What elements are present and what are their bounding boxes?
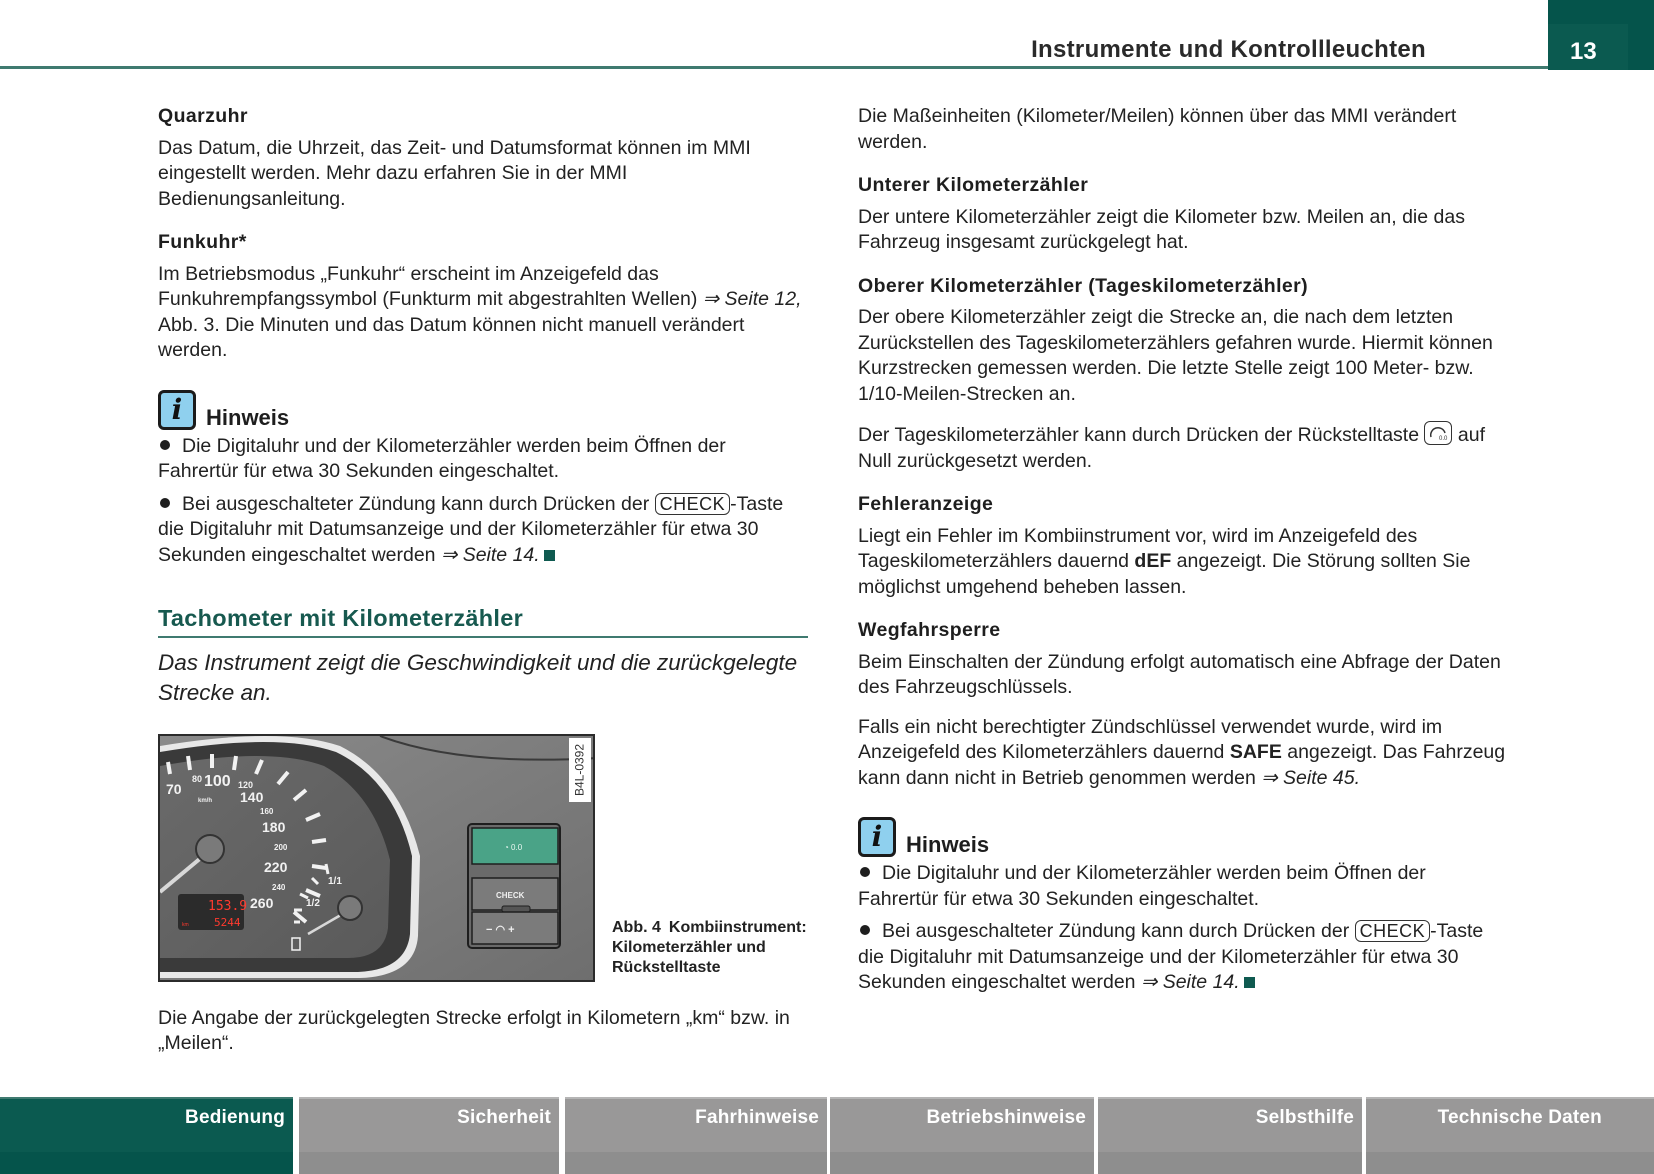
bullet-text: Die Digitaluhr und der Kilometerzähler werden beim Öffnen der Fahrertür für etwa 30 Sekunden eingeschaltet. (158, 434, 726, 482)
svg-text:1/1: 1/1 (328, 875, 342, 887)
end-of-section-icon (544, 550, 555, 561)
link-seite-14[interactable]: ⇒ Seite 14. (1140, 971, 1240, 993)
svg-text:120: 120 (238, 779, 254, 790)
section-title: Tachometer mit Kilometerzähler (158, 606, 808, 638)
hinweis-box-left (158, 390, 808, 569)
wegfahrsperre-text-after: angezeigt. Das Fahrzeug kann dann nicht in Betrieb genommen werden (858, 741, 1506, 789)
hinweis-box-right (858, 817, 1508, 996)
odometer-display: 5244 (214, 915, 241, 929)
hinweis-title: Hinweis (206, 404, 290, 430)
figure-caption-text: Kombiinstrument: Kilometerzähler und Rückstelltaste (612, 918, 807, 976)
text-reset (858, 421, 1508, 474)
bullet-text-before: Bei ausgeschalteter Zündung kann durch Drücken der (882, 920, 1355, 942)
tab-shade (1366, 1152, 1654, 1174)
heading-oberer: Oberer Kilometerzähler (Tageskilometerzähler) (858, 274, 1309, 297)
instrument-cluster-illustration (160, 736, 595, 982)
bullet-icon (860, 867, 870, 877)
tab-shade (1098, 1152, 1362, 1174)
adjust-button-graphic (472, 912, 558, 944)
svg-text:100: 100 (204, 772, 231, 790)
svg-text:1/2: 1/2 (306, 897, 320, 909)
nav-tab-betriebshinweise[interactable] (830, 1097, 1094, 1174)
end-of-section-icon (1244, 977, 1255, 988)
bullet-text-after: -Taste die Digitaluhr mit Datumsanzeige und der Kilometerzähler für etwa 30 Sekunden eingeschaltet werden (858, 920, 1484, 993)
text-fehleranzeige (858, 524, 1508, 601)
hinweis-bullet (858, 919, 1508, 996)
hinweis-bullet (858, 861, 1508, 912)
tab-shade (565, 1152, 827, 1174)
svg-text:180: 180 (262, 818, 286, 835)
hinweis-bullet (158, 492, 808, 569)
nav-tab-fahrhinweise[interactable] (565, 1097, 827, 1174)
nav-tab-label: Sicherheit (457, 1107, 551, 1128)
text-wegfahrsperre-1: Beim Einschalten der Zündung erfolgt automatisch eine Abfrage der Daten des Fahrzeugschlüssels. (858, 650, 1501, 698)
hinweis-title: Hinweis (906, 832, 990, 857)
page-number-tab (1548, 0, 1654, 70)
bullet-text-before: Bei ausgeschalteter Zündung kann durch Drücken der (182, 492, 655, 515)
fehler-text-after: angezeigt. Die Störung sollten Sie möglichst umgehend beheben lassen. (858, 550, 1471, 598)
check-key-symbol: CHECK (1355, 920, 1431, 942)
svg-text:260: 260 (250, 894, 274, 911)
text-quarzuhr: Das Datum, die Uhrzeit, das Zeit- und Datumsformat können im MMI eingestellt werden. Mehr dazu erfahren Sie in der MMI Bedienungsanleitung. (158, 136, 751, 210)
nav-tab-selbsthilfe[interactable] (1098, 1097, 1362, 1174)
svg-text:220: 220 (264, 858, 288, 875)
text-wegfahrsperre-2 (858, 715, 1508, 792)
check-key-symbol: CHECK (655, 493, 731, 515)
header-rule (0, 66, 1548, 69)
hinweis-header (158, 390, 808, 430)
link-seite-45[interactable]: ⇒ Seite 45. (1261, 766, 1360, 789)
svg-text:km/h: km/h (198, 797, 213, 804)
svg-text:◔ 0.0: ◔ 0.0 (504, 842, 523, 852)
svg-text:160: 160 (260, 806, 274, 816)
section-lead: Das Instrument zeigt die Geschwindigkeit und die zurückgelegte Strecke an. (158, 649, 798, 705)
hinweis-header (858, 817, 1508, 857)
text-unterer: Der untere Kilometerzähler zeigt die Kilometer bzw. Meilen an, die das Fahrzeug insgesamt zurückgelegt hat. (858, 205, 1465, 253)
figure-row (158, 734, 808, 984)
bullet-text: Die Digitaluhr und der Kilometerzähler werden beim Öffnen der Fahrertür für etwa 30 Sekunden eingeschaltet. (858, 862, 1426, 910)
speed-label: 70 (166, 780, 182, 797)
figure-caption (612, 918, 822, 978)
nav-tab-label: Bedienung (185, 1107, 285, 1128)
nav-tab-label: Technische Daten (1437, 1107, 1602, 1128)
reset-key-icon (1424, 421, 1452, 445)
page-number: 13 (1570, 38, 1597, 65)
trip-display: 153.9 (208, 898, 248, 914)
nav-tab-label: Betriebshinweise (926, 1107, 1086, 1128)
funkuhr-text-before: Im Betriebsmodus „Funkuhr“ erscheint im Anzeigefeld das Funkuhrempfangssymbol (Funkturm mit abgestrahlten Wellen) (158, 262, 703, 310)
tab-shade (830, 1152, 1094, 1174)
tab-shade (299, 1152, 559, 1174)
heading-quarzuhr: Quarzuhr (158, 105, 248, 127)
bullet-icon (160, 498, 170, 508)
link-seite-14[interactable]: ⇒ Seite 14. (440, 543, 540, 566)
instrument-cluster-figure (158, 734, 595, 982)
text-funkuhr (158, 262, 808, 364)
info-icon: i (158, 390, 196, 430)
figure-label: Abb. 4 (612, 918, 661, 936)
heading-fehleranzeige: Fehleranzeige (858, 493, 994, 515)
svg-text:− ◠ +: − ◠ + (486, 923, 515, 936)
bullet-text-after: -Taste die Digitaluhr mit Datumsanzeige und der Kilometerzähler für etwa 30 Sekunden eingeschaltet werden (158, 492, 784, 566)
wegfahrsperre-text-before: Falls ein nicht berechtigter Zündschlüssel verwendet wurde, wird im Anzeigefeld des Kilometerzählers dauernd (858, 715, 1443, 763)
nav-tab-label: Selbsthilfe (1255, 1107, 1354, 1128)
svg-text:80: 80 (192, 773, 203, 784)
chapter-nav (0, 1097, 1654, 1174)
text-intro: Die Maßeinheiten (Kilometer/Meilen) können über das MMI verändert werden. (858, 105, 1457, 153)
left-column (158, 104, 808, 1071)
svg-text:240: 240 (272, 882, 286, 892)
error-code: dEF (1134, 550, 1172, 572)
svg-text:km: km (182, 921, 189, 928)
nav-tab-technische-daten[interactable] (1366, 1097, 1654, 1174)
reset-text-after: auf Null zurückgesetzt werden. (858, 424, 1486, 472)
text-oberer: Der obere Kilometerzähler zeigt die Strecke an, die nach dem letzten Zurückstellen des Tageskilometerzählers gefahren wurde. Hiermit können Kurzstrecken gemessen werden. Die letzte Stelle zeigt 100 Meter- bzw. 1/10-Meilen-Strecken an. (858, 306, 1493, 405)
safe-code: SAFE (1229, 741, 1282, 763)
nav-tab-bedienung[interactable] (0, 1097, 293, 1174)
heading-wegfahrsperre: Wegfahrsperre (858, 619, 1001, 641)
heading-funkuhr: Funkuhr* (158, 231, 247, 253)
svg-text:0.0: 0.0 (1439, 436, 1448, 442)
bullet-icon (160, 440, 170, 450)
svg-text:140: 140 (240, 788, 264, 805)
reset-text-before: Der Tageskilometerzähler kann durch Drücken der Rückstelltaste (858, 424, 1425, 446)
figure-code: B4L-0392 (569, 738, 591, 802)
text-closing: Die Angabe der zurückgelegten Strecke erfolgt in Kilometern „km“ bzw. in „Meilen“. (158, 1006, 790, 1054)
chapter-title: Instrumente und Kontrollleuchten (1031, 36, 1426, 63)
hinweis-bullet (158, 434, 808, 485)
svg-text:200: 200 (274, 842, 288, 852)
funkuhr-text-after: Abb. 3. Die Minuten und das Datum können nicht manuell verändert werden. (158, 313, 745, 361)
link-seite-12[interactable]: ⇒ Seite 12, (702, 288, 802, 310)
info-icon: i (858, 817, 896, 857)
svg-text:CHECK: CHECK (496, 890, 525, 900)
heading-unterer: Unterer Kilometerzähler (858, 174, 1089, 196)
fehler-text-before: Liegt ein Fehler im Kombiinstrument vor, wird im Anzeigefeld des Tageskilometerzählers dauernd (858, 524, 1418, 572)
bullet-icon (860, 925, 870, 935)
nav-tab-label: Fahrhinweise (695, 1107, 819, 1128)
right-column (858, 104, 1508, 1003)
nav-tab-sicherheit[interactable] (299, 1097, 559, 1174)
tab-shade (0, 1152, 293, 1174)
